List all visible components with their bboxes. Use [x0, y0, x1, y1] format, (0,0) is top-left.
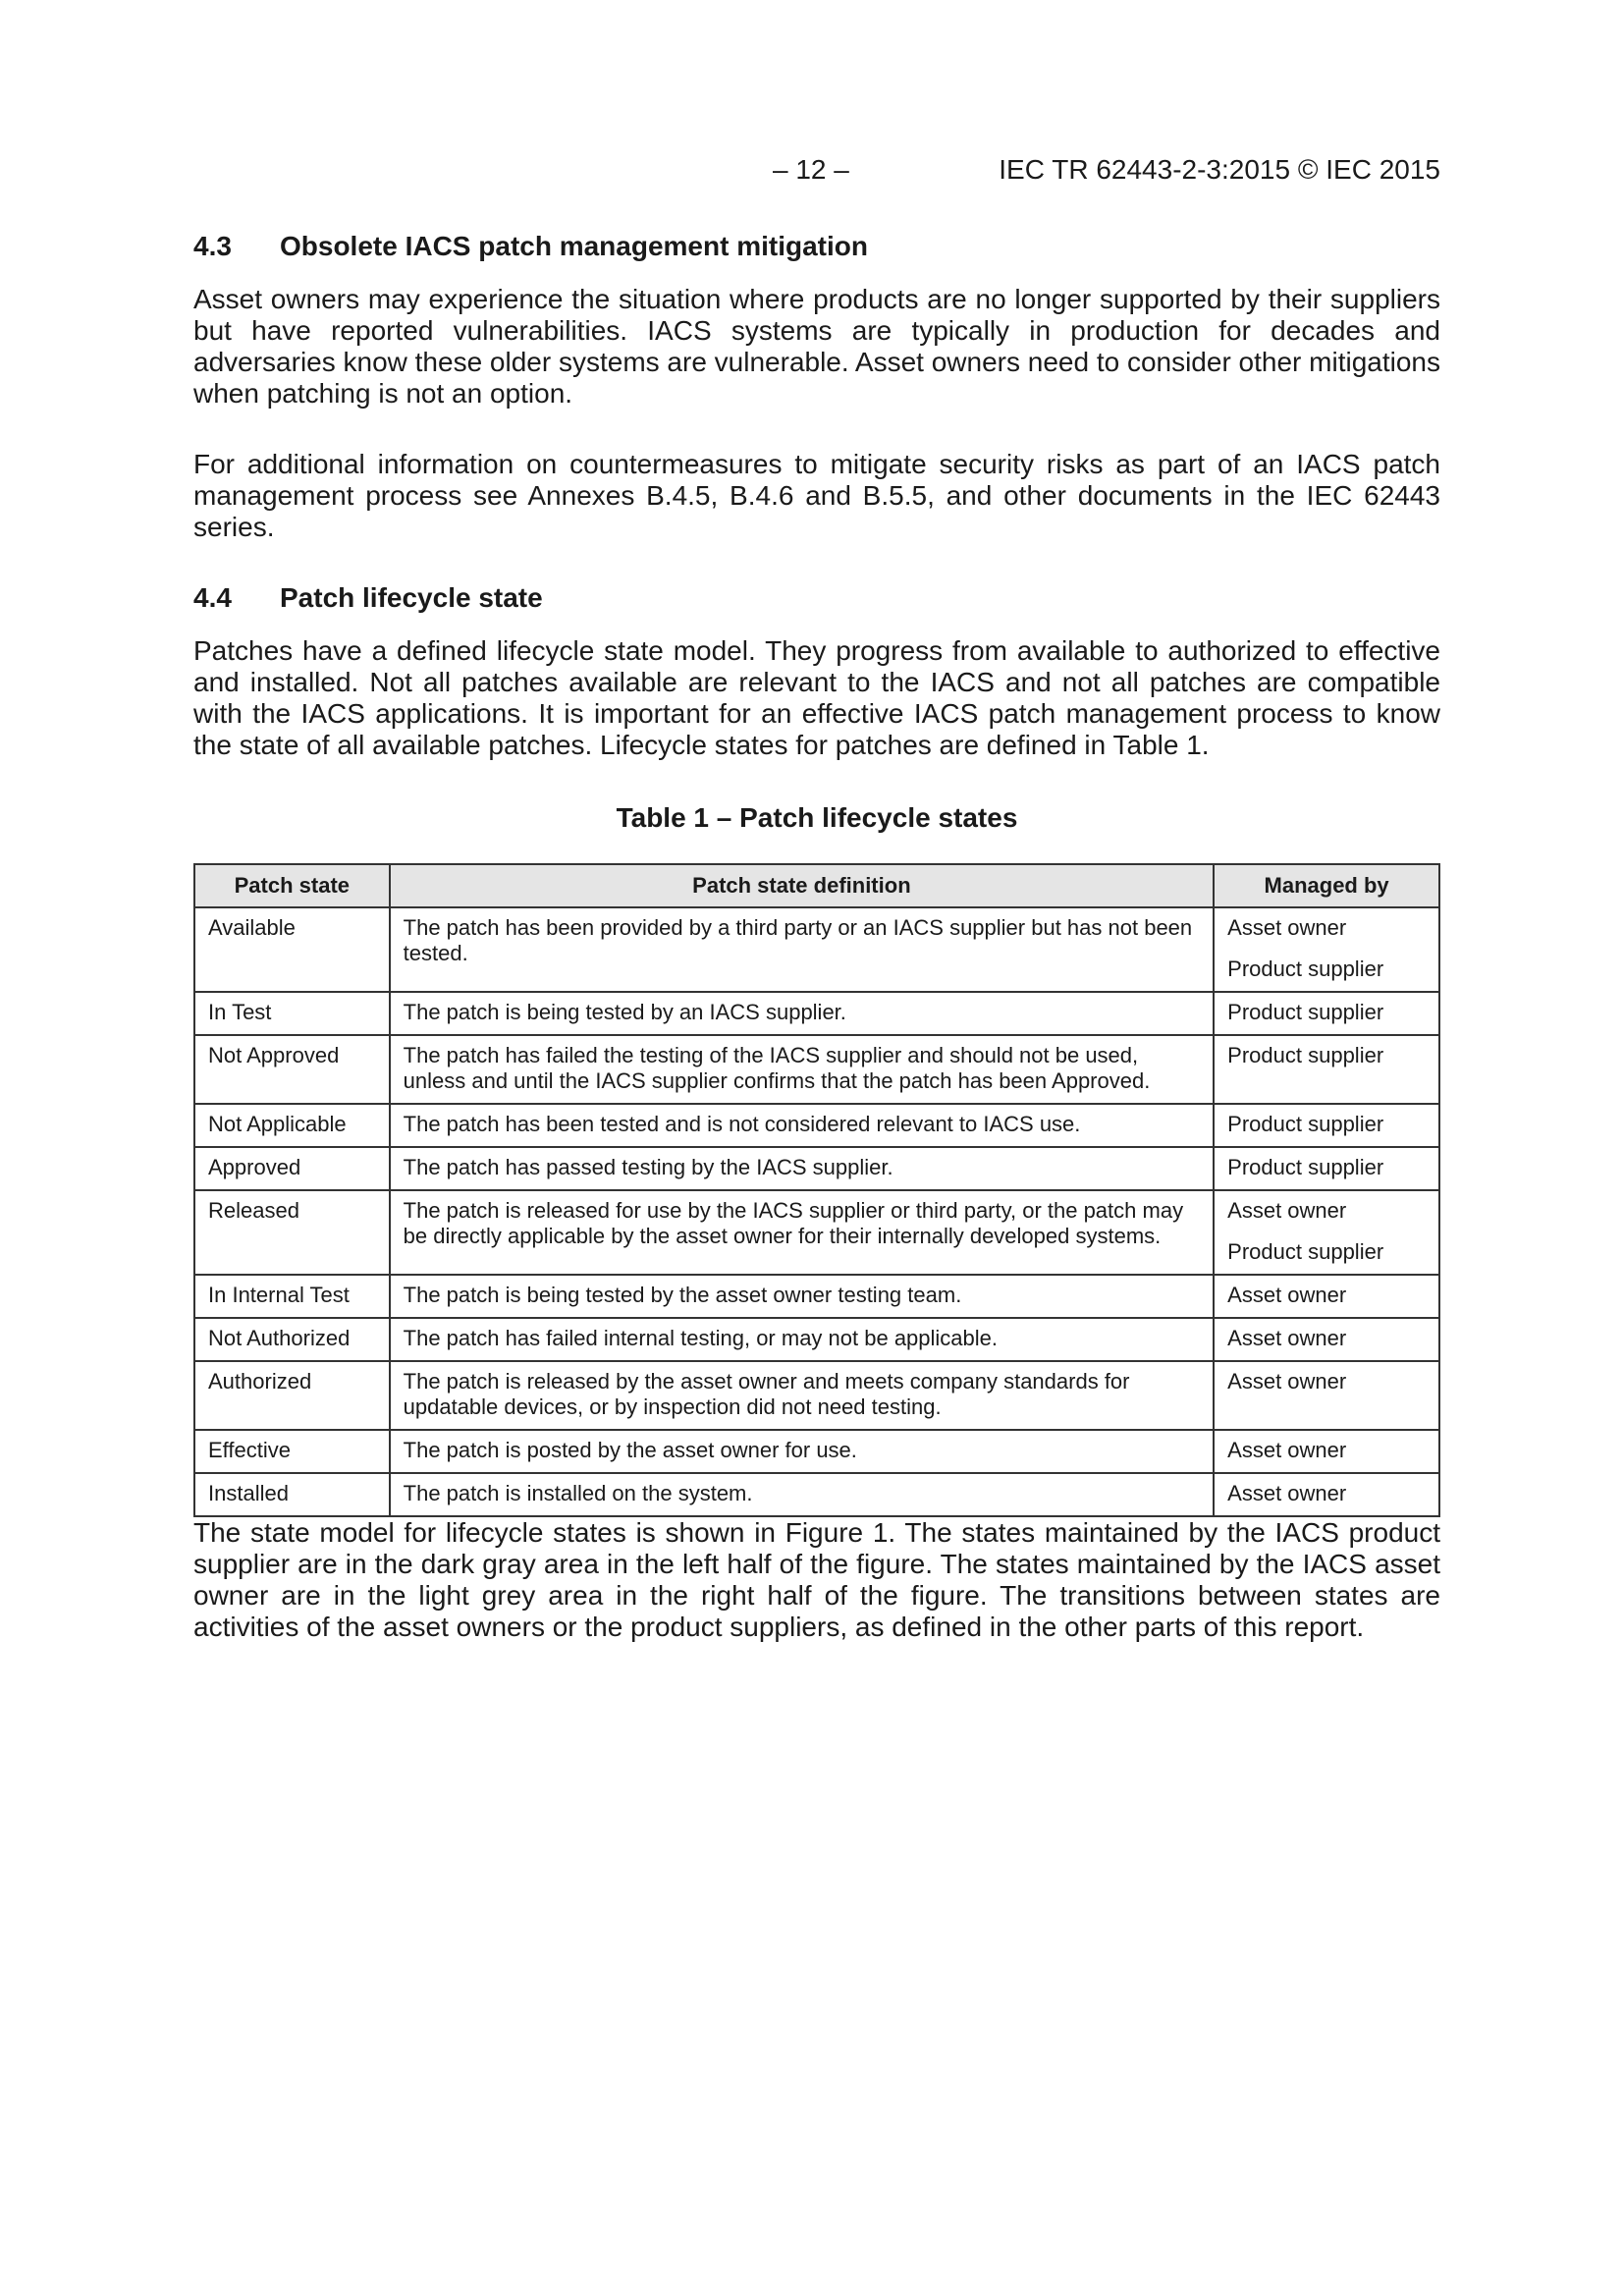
managed-by-value: Product supplier	[1227, 1043, 1384, 1067]
managed-by-value: Asset owner	[1227, 915, 1347, 940]
managed-by-cell	[1214, 1190, 1439, 1275]
definition-cell: The patch is posted by the asset owner for use.	[390, 1430, 1215, 1473]
managed-by-cell	[1214, 1275, 1439, 1318]
managed-by-value: Asset owner	[1227, 1481, 1347, 1505]
paragraph: For additional information on countermeasures to mitigate security risks as part of an IACS patch management process see Annexes B.4.5, B.4.6 and B.5.5, and other documents in the IEC 62443 series.	[193, 449, 1440, 542]
table-row	[194, 1275, 1439, 1318]
patch-state-cell: Not Authorized	[194, 1318, 390, 1361]
document-body	[193, 231, 1440, 1682]
managed-by-cell	[1214, 1473, 1439, 1516]
paragraph: Patches have a defined lifecycle state model. They progress from available to authorized to effective and installed. Not all patches available are relevant to the IACS and not all patches are compatible with the IACS applications. It is important for an effective IACS patch management process to know the state of all available patches. Lifecycle states for patches are defined in Table 1.	[193, 635, 1440, 760]
definition-cell: The patch is installed on the system.	[390, 1473, 1215, 1516]
table-row	[194, 1430, 1439, 1473]
page-number: – 12 –	[773, 154, 849, 185]
managed-by-value: Product supplier	[1227, 1239, 1384, 1264]
managed-by-value: Asset owner	[1227, 1438, 1347, 1462]
table-title: Table 1 – Patch lifecycle states	[616, 802, 1018, 833]
patch-state-cell: Installed	[194, 1473, 390, 1516]
page-header	[193, 154, 1440, 193]
table-row	[194, 1104, 1439, 1147]
managed-by-cell	[1214, 1104, 1439, 1147]
patch-state-cell: In Test	[194, 992, 390, 1035]
managed-by-value: Product supplier	[1227, 1155, 1384, 1179]
managed-by-value: Asset owner	[1227, 1283, 1347, 1307]
patch-state-cell: Released	[194, 1190, 390, 1275]
column-header: Managed by	[1214, 864, 1439, 907]
managed-by-value: Asset owner	[1227, 1326, 1347, 1350]
document-reference: IEC TR 62443-2-3:2015 © IEC 2015	[999, 154, 1440, 185]
definition-cell: The patch has failed internal testing, or may not be applicable.	[390, 1318, 1215, 1361]
table-row	[194, 1473, 1439, 1516]
section-number: 4.3	[193, 231, 232, 261]
managed-by-cell	[1214, 1147, 1439, 1190]
managed-by-cell	[1214, 907, 1439, 992]
table-row	[194, 992, 1439, 1035]
section-title: Obsolete IACS patch management mitigation	[280, 231, 868, 261]
managed-by-cell	[1214, 1430, 1439, 1473]
patch-state-cell: Approved	[194, 1147, 390, 1190]
definition-cell: The patch is released by the asset owner and meets company standards for updatable devices, or by inspection did not need testing.	[390, 1361, 1215, 1430]
table-row	[194, 1318, 1439, 1361]
definition-cell: The patch has been provided by a third party or an IACS supplier but has not been tested.	[390, 907, 1215, 992]
managed-by-cell	[1214, 1361, 1439, 1430]
definition-cell: The patch is being tested by the asset owner testing team.	[390, 1275, 1215, 1318]
definition-cell: The patch is being tested by an IACS supplier.	[390, 992, 1215, 1035]
definition-cell: The patch has passed testing by the IACS supplier.	[390, 1147, 1215, 1190]
section-number: 4.4	[193, 582, 232, 613]
patch-state-cell: Not Approved	[194, 1035, 390, 1104]
patch-state-cell: Authorized	[194, 1361, 390, 1430]
patch-state-cell: Effective	[194, 1430, 390, 1473]
managed-by-value: Product supplier	[1227, 1112, 1384, 1136]
patch-state-cell: Not Applicable	[194, 1104, 390, 1147]
managed-by-value: Product supplier	[1227, 1000, 1384, 1024]
table-row	[194, 1361, 1439, 1430]
managed-by-value: Product supplier	[1227, 957, 1384, 981]
managed-by-value: Asset owner	[1227, 1198, 1347, 1223]
paragraph: The state model for lifecycle states is shown in Figure 1. The states maintained by the IACS product supplier are in the dark gray area in the left half of the figure. The states maintained by the IACS asset owner are in the light grey area in the right half of the figure. The transitions between states are activities of the asset owners or the product suppliers, as defined in the other parts of this report.	[193, 1517, 1440, 1642]
patch-lifecycle-table	[193, 863, 1440, 1517]
column-header: Patch state definition	[390, 864, 1215, 907]
table-header-row	[194, 864, 1439, 907]
table-row	[194, 907, 1439, 992]
managed-by-value: Asset owner	[1227, 1369, 1347, 1394]
table-row	[194, 1035, 1439, 1104]
definition-cell: The patch has failed the testing of the IACS supplier and should not be used, unless and until the IACS supplier confirms that the patch has been Approved.	[390, 1035, 1215, 1104]
managed-by-cell	[1214, 1318, 1439, 1361]
definition-cell: The patch is released for use by the IACS supplier or third party, or the patch may be directly applicable by the asset owner for their internally developed systems.	[390, 1190, 1215, 1275]
managed-by-cell	[1214, 992, 1439, 1035]
column-header: Patch state	[194, 864, 390, 907]
section-heading-4-3	[193, 231, 1440, 262]
paragraph: Asset owners may experience the situation where products are no longer supported by their suppliers but have reported vulnerabilities. IACS systems are typically in production for decades and adversaries know these older systems are vulnerable. Asset owners need to consider other mitigations when patching is not an option.	[193, 284, 1440, 409]
table-row	[194, 1147, 1439, 1190]
section-heading-4-4	[193, 582, 1440, 614]
patch-state-cell: Available	[194, 907, 390, 992]
section-title: Patch lifecycle state	[280, 582, 543, 613]
managed-by-cell	[1214, 1035, 1439, 1104]
table-row	[194, 1190, 1439, 1275]
definition-cell: The patch has been tested and is not considered relevant to IACS use.	[390, 1104, 1215, 1147]
patch-state-cell: In Internal Test	[194, 1275, 390, 1318]
